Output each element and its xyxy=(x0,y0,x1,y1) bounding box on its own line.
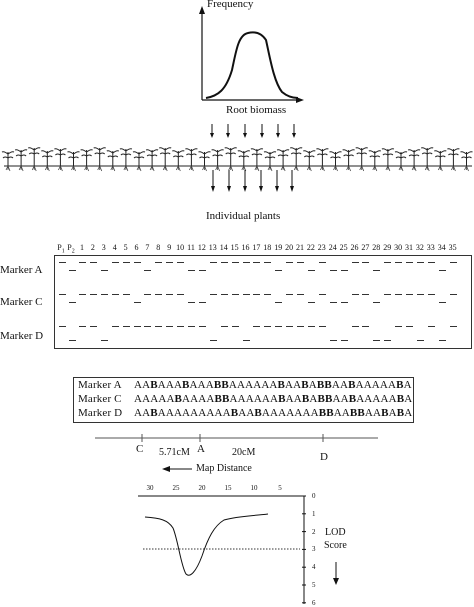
gel-band xyxy=(341,270,348,271)
gel-band xyxy=(417,294,424,295)
lane-p1: $P_1$ xyxy=(57,243,65,255)
gel-band xyxy=(264,262,271,263)
gel-band xyxy=(134,326,141,327)
genotype-sequence: AABAAABAAABBAAAAAABAABABBAABAAAAABA xyxy=(134,379,412,391)
allele-b: B xyxy=(277,379,286,391)
lod-y-tick: 6 xyxy=(312,598,316,607)
gel-band xyxy=(188,270,195,271)
genotype-row-a xyxy=(78,379,412,391)
gel-band xyxy=(134,302,141,303)
gel-band xyxy=(210,340,217,341)
gel-band xyxy=(79,262,86,263)
lane-number: 30 xyxy=(394,243,403,252)
gel-band xyxy=(297,262,304,263)
map-marker-d: D xyxy=(320,451,328,463)
gel-band xyxy=(373,302,380,303)
gel-band xyxy=(221,262,228,263)
allele-b: B xyxy=(396,379,404,391)
lane-number: 22 xyxy=(306,243,315,252)
gel-band xyxy=(373,270,380,271)
gel-band xyxy=(330,302,337,303)
gel-band xyxy=(352,326,359,327)
lane-number: 1 xyxy=(80,243,84,252)
lane-number: 24 xyxy=(328,243,337,252)
allele-b: B xyxy=(317,393,325,405)
gel-band xyxy=(330,270,337,271)
gel-band xyxy=(395,262,402,263)
gel-band xyxy=(210,262,217,263)
gel-band xyxy=(450,294,457,295)
marker-gel xyxy=(54,255,472,349)
gel-band xyxy=(341,340,348,341)
gel-band xyxy=(199,302,206,303)
lane-number: 13 xyxy=(208,243,217,252)
gel-band xyxy=(221,326,228,327)
gel-band xyxy=(199,326,206,327)
genotype-sequence: AAAAABAAAABBAAAAAABAABABBAABAAAAABA xyxy=(134,393,413,405)
allele-b: B xyxy=(318,407,327,419)
gel-band xyxy=(352,294,359,295)
gel-band xyxy=(319,294,326,295)
gel-band xyxy=(188,326,195,327)
allele-b: B xyxy=(301,393,310,405)
lod-x-tick: 15 xyxy=(224,484,232,492)
gel-band xyxy=(362,294,369,295)
gel-band xyxy=(155,326,162,327)
gel-band xyxy=(69,270,76,271)
genotype-row-c xyxy=(78,393,412,405)
gel-band xyxy=(406,326,413,327)
lane-number: 19 xyxy=(274,243,283,252)
lod-y-tick: 5 xyxy=(312,581,316,589)
allele-b: B xyxy=(150,407,158,419)
allele-b: B xyxy=(326,407,334,419)
lane-number: 12 xyxy=(197,243,206,252)
gel-band xyxy=(144,294,151,295)
individual-plants-label: Individual plants xyxy=(206,210,281,222)
gel-band xyxy=(101,340,108,341)
genotype-marker-name: Marker A xyxy=(78,379,122,391)
gel-band xyxy=(450,262,457,263)
gel-marker-c: Marker C xyxy=(0,296,43,308)
gel-band xyxy=(232,326,239,327)
genotype-table xyxy=(73,377,414,423)
allele-b: B xyxy=(174,393,183,405)
lane-number: 10 xyxy=(176,243,185,252)
gel-band xyxy=(69,340,76,341)
lane-header xyxy=(0,0,474,260)
gel-band xyxy=(232,262,239,263)
lane-number: 17 xyxy=(252,243,261,252)
allele-b: B xyxy=(357,407,365,419)
gel-band xyxy=(341,302,348,303)
gel-band xyxy=(428,326,435,327)
gel-band xyxy=(253,326,260,327)
lane-number: 25 xyxy=(339,243,348,252)
gel-band xyxy=(286,262,293,263)
gel-band xyxy=(253,294,260,295)
gel-band xyxy=(177,262,184,263)
lane-p2: $P_2$ xyxy=(67,243,75,255)
allele-b: B xyxy=(324,379,332,391)
allele-b: B xyxy=(221,393,230,405)
score-label: Score xyxy=(324,540,347,551)
gel-band xyxy=(417,340,424,341)
lane-number: 32 xyxy=(415,243,424,252)
lane-number: 18 xyxy=(263,243,272,252)
gel-band xyxy=(123,294,130,295)
lane-number: 2 xyxy=(90,243,95,252)
lane-number: 28 xyxy=(372,243,381,252)
lane-number: 3 xyxy=(101,243,106,252)
lane-number: 5 xyxy=(123,243,128,252)
gel-band xyxy=(253,262,260,263)
allele-b: B xyxy=(349,407,358,419)
gel-band xyxy=(264,294,271,295)
gel-band xyxy=(319,262,326,263)
lod-x-tick: 10 xyxy=(250,484,258,492)
gel-band xyxy=(275,302,282,303)
gel-band xyxy=(439,270,446,271)
gel-band xyxy=(297,294,304,295)
lane-number: 6 xyxy=(134,243,139,252)
allele-b: B xyxy=(324,393,333,405)
gel-band xyxy=(90,294,97,295)
lod-curve xyxy=(145,514,268,575)
lod-x-tick: 25 xyxy=(172,484,180,492)
lane-number: 16 xyxy=(241,243,250,252)
gel-band xyxy=(112,294,119,295)
lane-number: 31 xyxy=(405,243,413,252)
allele-b: B xyxy=(301,379,309,391)
gel-band xyxy=(308,302,315,303)
gel-band xyxy=(319,326,326,327)
gel-band xyxy=(101,294,108,295)
gel-band xyxy=(210,294,217,295)
gel-band xyxy=(384,340,391,341)
gel-marker-a: Marker A xyxy=(0,264,43,276)
allele-b: B xyxy=(396,393,405,405)
lane-number: 34 xyxy=(437,243,446,252)
lane-number: 7 xyxy=(145,243,150,252)
lane-number: 4 xyxy=(112,243,117,252)
map-distance-label: Map Distance xyxy=(196,463,252,474)
allele-b: B xyxy=(396,407,405,419)
map-marker-a: A xyxy=(197,443,205,455)
genotype-marker-name: Marker D xyxy=(78,407,123,419)
gel-band xyxy=(243,262,250,263)
lod-y-tick: 4 xyxy=(312,563,316,572)
lod-y-tick: 0 xyxy=(312,492,316,500)
gel-band xyxy=(450,326,457,327)
gel-band xyxy=(177,326,184,327)
gel-band xyxy=(275,270,282,271)
allele-b: B xyxy=(221,379,229,391)
gel-band xyxy=(221,294,228,295)
gel-band xyxy=(134,262,141,263)
gel-band xyxy=(428,294,435,295)
distance-ca: 5.71cM xyxy=(159,447,190,458)
gel-band xyxy=(352,262,359,263)
gel-band xyxy=(101,270,108,271)
lane-number: 14 xyxy=(219,243,228,252)
gel-band xyxy=(112,326,119,327)
gel-band xyxy=(243,294,250,295)
gel-band xyxy=(406,262,413,263)
lod-y-tick: 2 xyxy=(312,527,316,536)
lane-number: 33 xyxy=(426,243,435,252)
p2-sub: 2 xyxy=(71,248,75,255)
allele-b: B xyxy=(213,379,222,391)
gel-band xyxy=(330,340,337,341)
lane-number: 11 xyxy=(187,243,195,252)
gel-band xyxy=(90,262,97,263)
gel-band xyxy=(286,326,293,327)
allele-b: B xyxy=(316,379,325,391)
gel-band xyxy=(439,302,446,303)
lod-label: LOD xyxy=(325,527,346,538)
allele-b: B xyxy=(230,407,239,419)
p1-sub: 1 xyxy=(61,248,65,255)
allele-b: B xyxy=(348,393,357,405)
gel-band xyxy=(264,326,271,327)
gel-band xyxy=(166,294,173,295)
genotype-sequence: AABAAAAAAAAABAABAAAAAAABBAABBAABABA xyxy=(134,407,413,419)
gel-band xyxy=(297,326,304,327)
lane-number: 20 xyxy=(285,243,294,252)
gel-band xyxy=(406,294,413,295)
lane-number: 8 xyxy=(156,243,161,252)
gel-band xyxy=(308,270,315,271)
allele-b: B xyxy=(348,379,356,391)
lane-number: 21 xyxy=(296,243,304,252)
gel-band xyxy=(90,326,97,327)
gel-band xyxy=(395,326,402,327)
lane-number: 26 xyxy=(350,243,359,252)
gel-band xyxy=(123,262,130,263)
gel-band xyxy=(177,294,184,295)
lod-y-tick: 1 xyxy=(312,509,316,518)
gel-band xyxy=(155,294,162,295)
allele-b: B xyxy=(214,393,222,405)
gel-band xyxy=(69,302,76,303)
gel-band xyxy=(59,294,66,295)
lod-plot xyxy=(138,496,339,604)
gel-band xyxy=(79,294,86,295)
gel-band xyxy=(362,326,369,327)
lane-number: 29 xyxy=(383,243,392,252)
lane-number: 9 xyxy=(167,243,172,252)
gel-band xyxy=(362,262,369,263)
gel-band xyxy=(144,326,151,327)
gel-band xyxy=(112,262,119,263)
gel-band xyxy=(155,262,162,263)
allele-b: B xyxy=(254,407,262,419)
gel-band xyxy=(428,262,435,263)
lod-x-tick: 30 xyxy=(146,484,154,492)
gel-band xyxy=(384,294,391,295)
gel-band xyxy=(275,326,282,327)
gel-band xyxy=(188,302,195,303)
lane-number: 15 xyxy=(230,243,239,252)
allele-b: B xyxy=(381,407,389,419)
gel-band xyxy=(59,262,66,263)
gel-band xyxy=(384,262,391,263)
gel-band xyxy=(79,326,86,327)
gel-band xyxy=(166,262,173,263)
lod-x-tick: 5 xyxy=(278,484,282,492)
gel-band xyxy=(232,294,239,295)
gel-band xyxy=(373,340,380,341)
distance-ad: 20cM xyxy=(232,447,256,458)
gel-band xyxy=(144,270,151,271)
genotype-row-d xyxy=(78,407,412,419)
genotype-marker-name: Marker C xyxy=(78,393,122,405)
gel-marker-d: Marker D xyxy=(0,330,44,342)
gel-band xyxy=(417,262,424,263)
allele-b: B xyxy=(182,379,190,391)
lane-number: 23 xyxy=(317,243,326,252)
gel-band xyxy=(59,326,66,327)
lane-number: 35 xyxy=(448,243,457,252)
gel-band xyxy=(286,294,293,295)
lod-y-tick: 3 xyxy=(312,545,316,554)
allele-b: B xyxy=(150,379,158,391)
gel-band xyxy=(395,294,402,295)
map-marker-c: C xyxy=(136,443,144,455)
gel-band xyxy=(308,326,315,327)
allele-b: B xyxy=(278,393,286,405)
gel-band xyxy=(166,326,173,327)
frequency-label: Frequency xyxy=(207,0,254,10)
gel-band xyxy=(243,340,250,341)
gel-band xyxy=(439,340,446,341)
lod-x-tick: 20 xyxy=(198,484,206,492)
root-biomass-label: Root biomass xyxy=(226,104,287,116)
gel-band xyxy=(199,270,206,271)
lane-number: 27 xyxy=(361,243,370,252)
gel-band xyxy=(123,326,130,327)
